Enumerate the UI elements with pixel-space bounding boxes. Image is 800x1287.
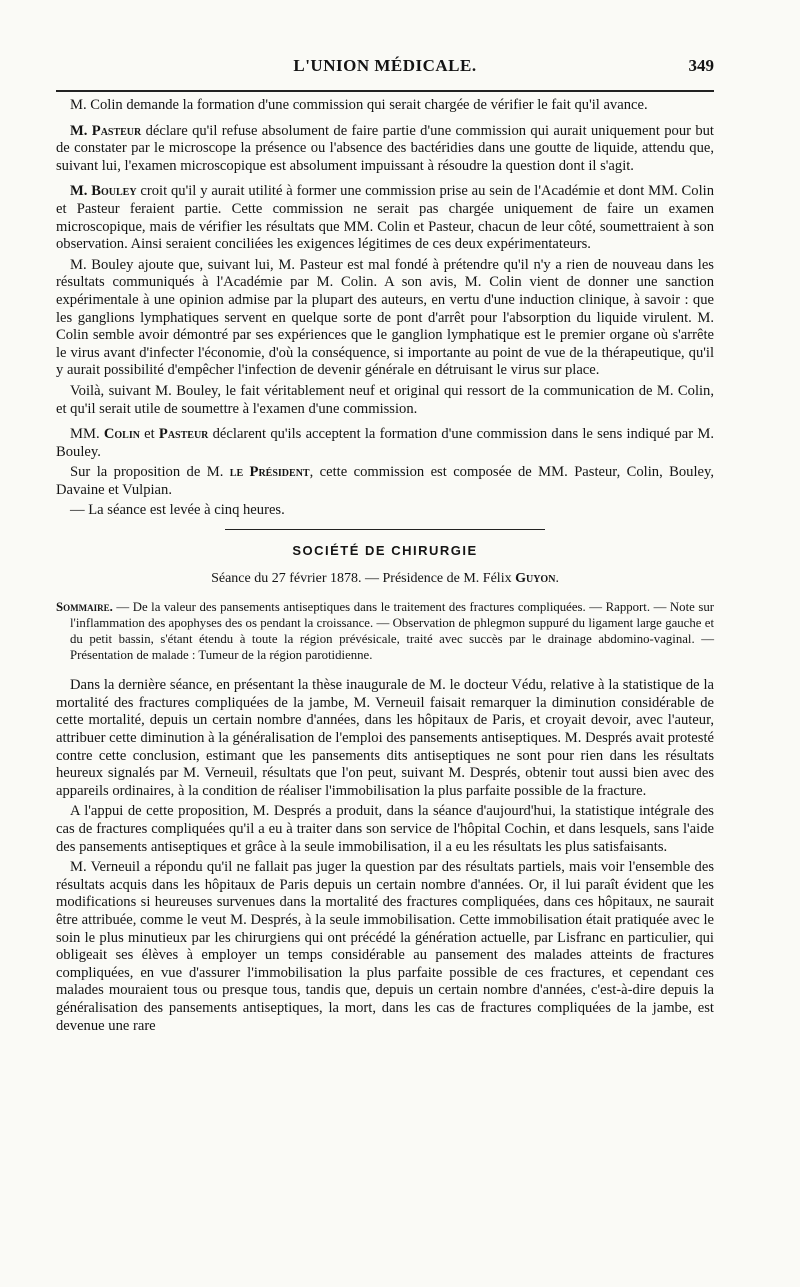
section-divider	[225, 529, 545, 530]
section-title: SOCIÉTÉ DE CHIRURGIE	[292, 543, 478, 559]
journal-title: L'UNION MÉDICALE.	[293, 56, 477, 75]
speaker-name: Pasteur	[158, 426, 209, 443]
paragraph-session-closed: — La séance est levée à cinq heures.	[70, 502, 285, 519]
summary-text: — De la valeur des pansements antiseptiques dans le traitement des fractures compliquées. — Rapport. — Note sur l'inflammation des apophyses des os pendant la croissance. — Observation de phlegmon suppuré du ligament large gauche et du petit bassin, s'étant étendu à toute la région prévésicale, traité avec succès par le drainage abdomino-vaginal. — Présentation de malade : Tumeur de la région parotidienne.	[70, 600, 714, 663]
text-fragment: MM.	[70, 426, 104, 443]
session-line	[56, 570, 714, 588]
speaker-name: Colin	[103, 426, 140, 443]
running-header	[56, 52, 714, 82]
president-name: Guyon	[515, 570, 556, 586]
article-body	[56, 97, 714, 1038]
text-fragment: déclarent qu'ils acceptent la formation d'une commission dans le sens indiqué par M. Bouley.	[56, 426, 714, 460]
header-rule	[56, 90, 714, 92]
paragraph-despres-statistics: A l'appui de cette proposition, M. Després a produit, dans la séance d'aujourd'hui, la statistique intégrale des cas de fractures compliquées qu'il a eu à traiter dans son service de l'hôpital Cochin, et dans lesquels, sans l'aide des pansements antiseptiques et grâce à la seule immobilisation, il a eu les résultats les plus satisfaisants.	[56, 803, 714, 855]
text-fragment: .	[555, 570, 559, 586]
summary-label: Sommaire.	[56, 600, 113, 615]
paragraph-text: Colin demande la formation d'une commission qui serait chargée de vérifier le fait qu'il avance.	[86, 97, 648, 113]
paragraph-text: croit qu'il y aurait utilité à former une commission prise au sein de l'Académie et dont MM. Colin et Pasteur feraient partie. Cette commission ne serait pas chargée uniquement de faire un examen microscopique, mais de vérifier les résultats que MM. Colin et Pasteur, chacun de leur côté, soumettraient à son observation. Ainsi seraient conciliées les exigences légitimes de ces deux expérimentateurs.	[56, 183, 714, 253]
paragraph-verneuil-statistics: Dans la dernière séance, en présentant la thèse inaugurale de M. le docteur Védu, relative à la statistique de la mortalité des fractures compliquées de la jambe, M. Verneuil faisait remarquer la diminution considérable de cette mortalité, depuis un certain nombre d'années, dans les hôpitaux de Paris, et croyait devoir, avec l'auteur, attribuer cette diminution à la généralisation de l'emploi des pansements antiseptiques. M. Després avait protesté contre cette conclusion, estimant que les pansements dits antiseptiques ne sont pour rien dans les résultats heureux signalés par M. Verneuil, résultats que l'on peut, suivant M. Després, obtenir tout aussi bien avec des appareils ordinaires, à la condition de réaliser l'immobilisation la plus parfaite possible de la fracture.	[56, 677, 714, 799]
paragraph-text: déclare qu'il refuse absolument de faire partie d'une commission qui aurait uniquement pour but de constater par le microscope la présence ou l'absence des bactéridies dans une goutte de liquide, attendu que, suivant lui, l'examen microscopique est absolument impuissant à résoudre la question dont il s'agit.	[56, 122, 714, 174]
paragraph-acceptance	[56, 426, 714, 461]
summary-block	[56, 599, 714, 663]
text-fragment: , cette commission est composée de MM. Pasteur, Colin, Bouley, Davaine et Vulpian.	[56, 464, 714, 498]
paragraph-colin-request	[56, 97, 714, 115]
text-fragment: et	[139, 426, 159, 443]
paragraph-commission-composition	[56, 464, 714, 499]
text-fragment: Séance du 27 février 1878. — Présidence de M. Félix	[211, 570, 516, 586]
speaker-name: le Président	[229, 464, 310, 481]
paragraph-bouley-addition: M. Bouley ajoute que, suivant lui, M. Pasteur est mal fondé à prétendre qu'il n'y a rien de nouveau dans les résultats communiqués à l'Académie par M. Colin. A son avis, M. Colin vient de donner une sanction expérimentale à une opinion admise par la plupart des auteurs, en vertu d'une induction clinique, à savoir : que les ganglions lymphatiques servent en quelque sorte de pont d'arrêt pour l'absorption du liquide virulent. M. Colin semble avoir démontré par ses expériences que le ganglion lymphatique est le premier organe où s'arrête le virus avant d'infecter l'économie, d'où la conséquence, si importante au point de vue de la thérapeutique, qu'il y aurait possibilité d'empêcher l'infection de devenir générale en détruisant le virus sur place.	[56, 256, 714, 379]
paragraph-bouley-proposal	[56, 183, 714, 253]
paragraph-verneuil-reply: M. Verneuil a répondu qu'il ne fallait pas juger la question par des résultats partiels, mais voir l'ensemble des résultats acquis dans les hôpitaux de Paris depuis un certain nombre d'années. Or, il lui paraît évident que les modifications si heureuses survenues dans la mortalité des fractures compliquées, dans ces hôpitaux, ne saurait être attribuée, comme le veut M. Després, à la seule immobilisation. Cette immobilisation était pratiquée avec le soin le plus minutieux par les chirurgiens qui ont précédé la génération actuelle, par Lisfranc en particulier, qui obligeait ses élèves à employer un temps considérable au pansement des malades atteints de fractures compliquées, en vue d'assurer l'immobilisation la plus parfaite possible de ces fractures, et cependant ces malades mouraient tous ou presque tous, tandis que, depuis un certain nombre d'années, c'est-à-dire depuis la généralisation des pansements antiseptiques, la mort, dans les cas de fractures compliquées de la jambe, est devenue une rare	[56, 859, 714, 1034]
speaker-name: M. Pasteur	[70, 122, 142, 139]
text-fragment: Sur la proposition de M.	[70, 464, 230, 481]
paragraph-voila: Voilà, suivant M. Bouley, le fait véritablement neuf et original qui ressort de la communication de M. Colin, et qu'il serait utile de soumettre à l'examen d'une commission.	[56, 382, 714, 417]
speaker-name: M. Bouley	[70, 183, 137, 200]
paragraph-pasteur-refusal	[56, 123, 714, 176]
page-number: 349	[688, 56, 714, 75]
speaker: M.	[70, 97, 87, 113]
